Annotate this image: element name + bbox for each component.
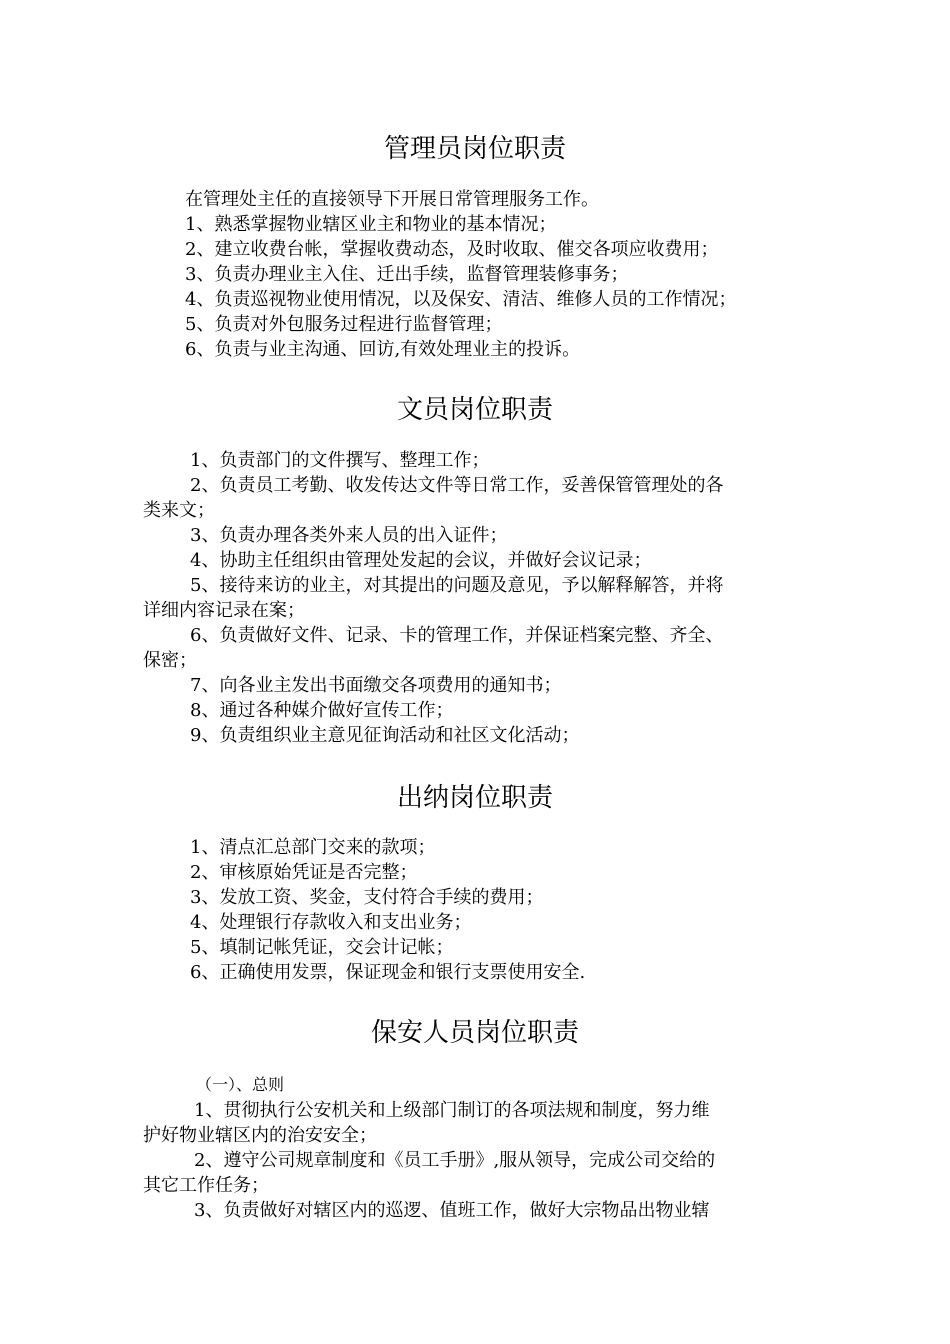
- section-title-manager: 管理员岗位职责: [383, 134, 566, 164]
- clerk-item-4: 4、协助主任组织由管理处发起的会议，并做好会议记录；: [190, 550, 652, 571]
- clerk-item-2-cont: 类来文；: [143, 500, 215, 521]
- cashier-item-1: 1、清点汇总部门交来的款项；: [190, 837, 436, 858]
- manager-item-1: 1、熟悉掌握物业辖区业主和物业的基本情况；: [185, 214, 557, 235]
- manager-item-3: 3、负责办理业主入住、迁出手续，监督管理装修事务；: [185, 264, 629, 285]
- section-title-clerk: 文员岗位职责: [396, 395, 553, 425]
- clerk-item-6: 6、负责做好文件、记录、卡的管理工作，并保证档案完整、齐全、: [190, 625, 724, 646]
- clerk-item-5-cont: 详细内容记录在案；: [143, 600, 305, 621]
- clerk-item-9: 9、负责组织业主意见征询活动和社区文化活动；: [190, 725, 580, 746]
- manager-intro: 在管理处主任的直接领导下开展日常管理服务工作。: [185, 189, 599, 210]
- manager-item-2: 2、建立收费台帐，掌握收费动态，及时收取、催交各项应收费用；: [185, 239, 719, 260]
- security-item-2: 2、遵守公司规章制度和《员工手册》,服从领导，完成公司交给的: [194, 1150, 716, 1171]
- section-title-cashier: 出纳岗位职责: [396, 783, 553, 813]
- clerk-item-3: 3、负责办理各类外来人员的出入证件；: [190, 525, 508, 546]
- security-item-1: 1、贯彻执行公安机关和上级部门制订的各项法规和制度，努力维: [194, 1100, 710, 1121]
- clerk-item-1: 1、负责部门的文件撰写、整理工作；: [190, 450, 490, 471]
- section-title-security: 保安人员岗位职责: [370, 1018, 579, 1048]
- security-item-3: 3、负责做好对辖区内的巡逻、值班工作，做好大宗物品出物业辖: [194, 1200, 710, 1221]
- cashier-item-5: 5、填制记帐凭证，交会计记帐；: [190, 937, 454, 958]
- manager-item-5: 5、负责对外包服务过程进行监督管理；: [185, 314, 503, 335]
- cashier-item-4: 4、处理银行存款收入和支出业务；: [190, 912, 472, 933]
- clerk-item-8: 8、通过各种媒介做好宣传工作；: [190, 700, 454, 721]
- manager-item-4: 4、负责巡视物业使用情况，以及保安、清洁、维修人员的工作情况；: [185, 289, 737, 310]
- security-subheading: （一）、总则: [196, 1075, 285, 1094]
- clerk-item-6-cont: 保密；: [143, 650, 197, 671]
- clerk-item-2: 2、负责员工考勤、收发传达文件等日常工作，妥善保管管理处的各: [190, 475, 724, 496]
- cashier-item-2: 2、审核原始凭证是否完整；: [190, 862, 418, 883]
- manager-item-6: 6、负责与业主沟通、回访,有效处理业主的投诉。: [185, 339, 581, 360]
- clerk-item-5: 5、接待来访的业主，对其提出的问题及意见，予以解释解答，并将: [190, 575, 724, 596]
- cashier-item-3: 3、发放工资、奖金，支付符合手续的费用；: [190, 887, 544, 908]
- clerk-item-7: 7、向各业主发出书面缴交各项费用的通知书；: [190, 675, 562, 696]
- security-item-2-cont: 其它工作任务；: [143, 1175, 269, 1196]
- cashier-item-6: 6、正确使用发票，保证现金和银行支票使用安全.: [190, 962, 586, 983]
- security-item-1-cont: 护好物业辖区内的治安安全；: [143, 1125, 377, 1146]
